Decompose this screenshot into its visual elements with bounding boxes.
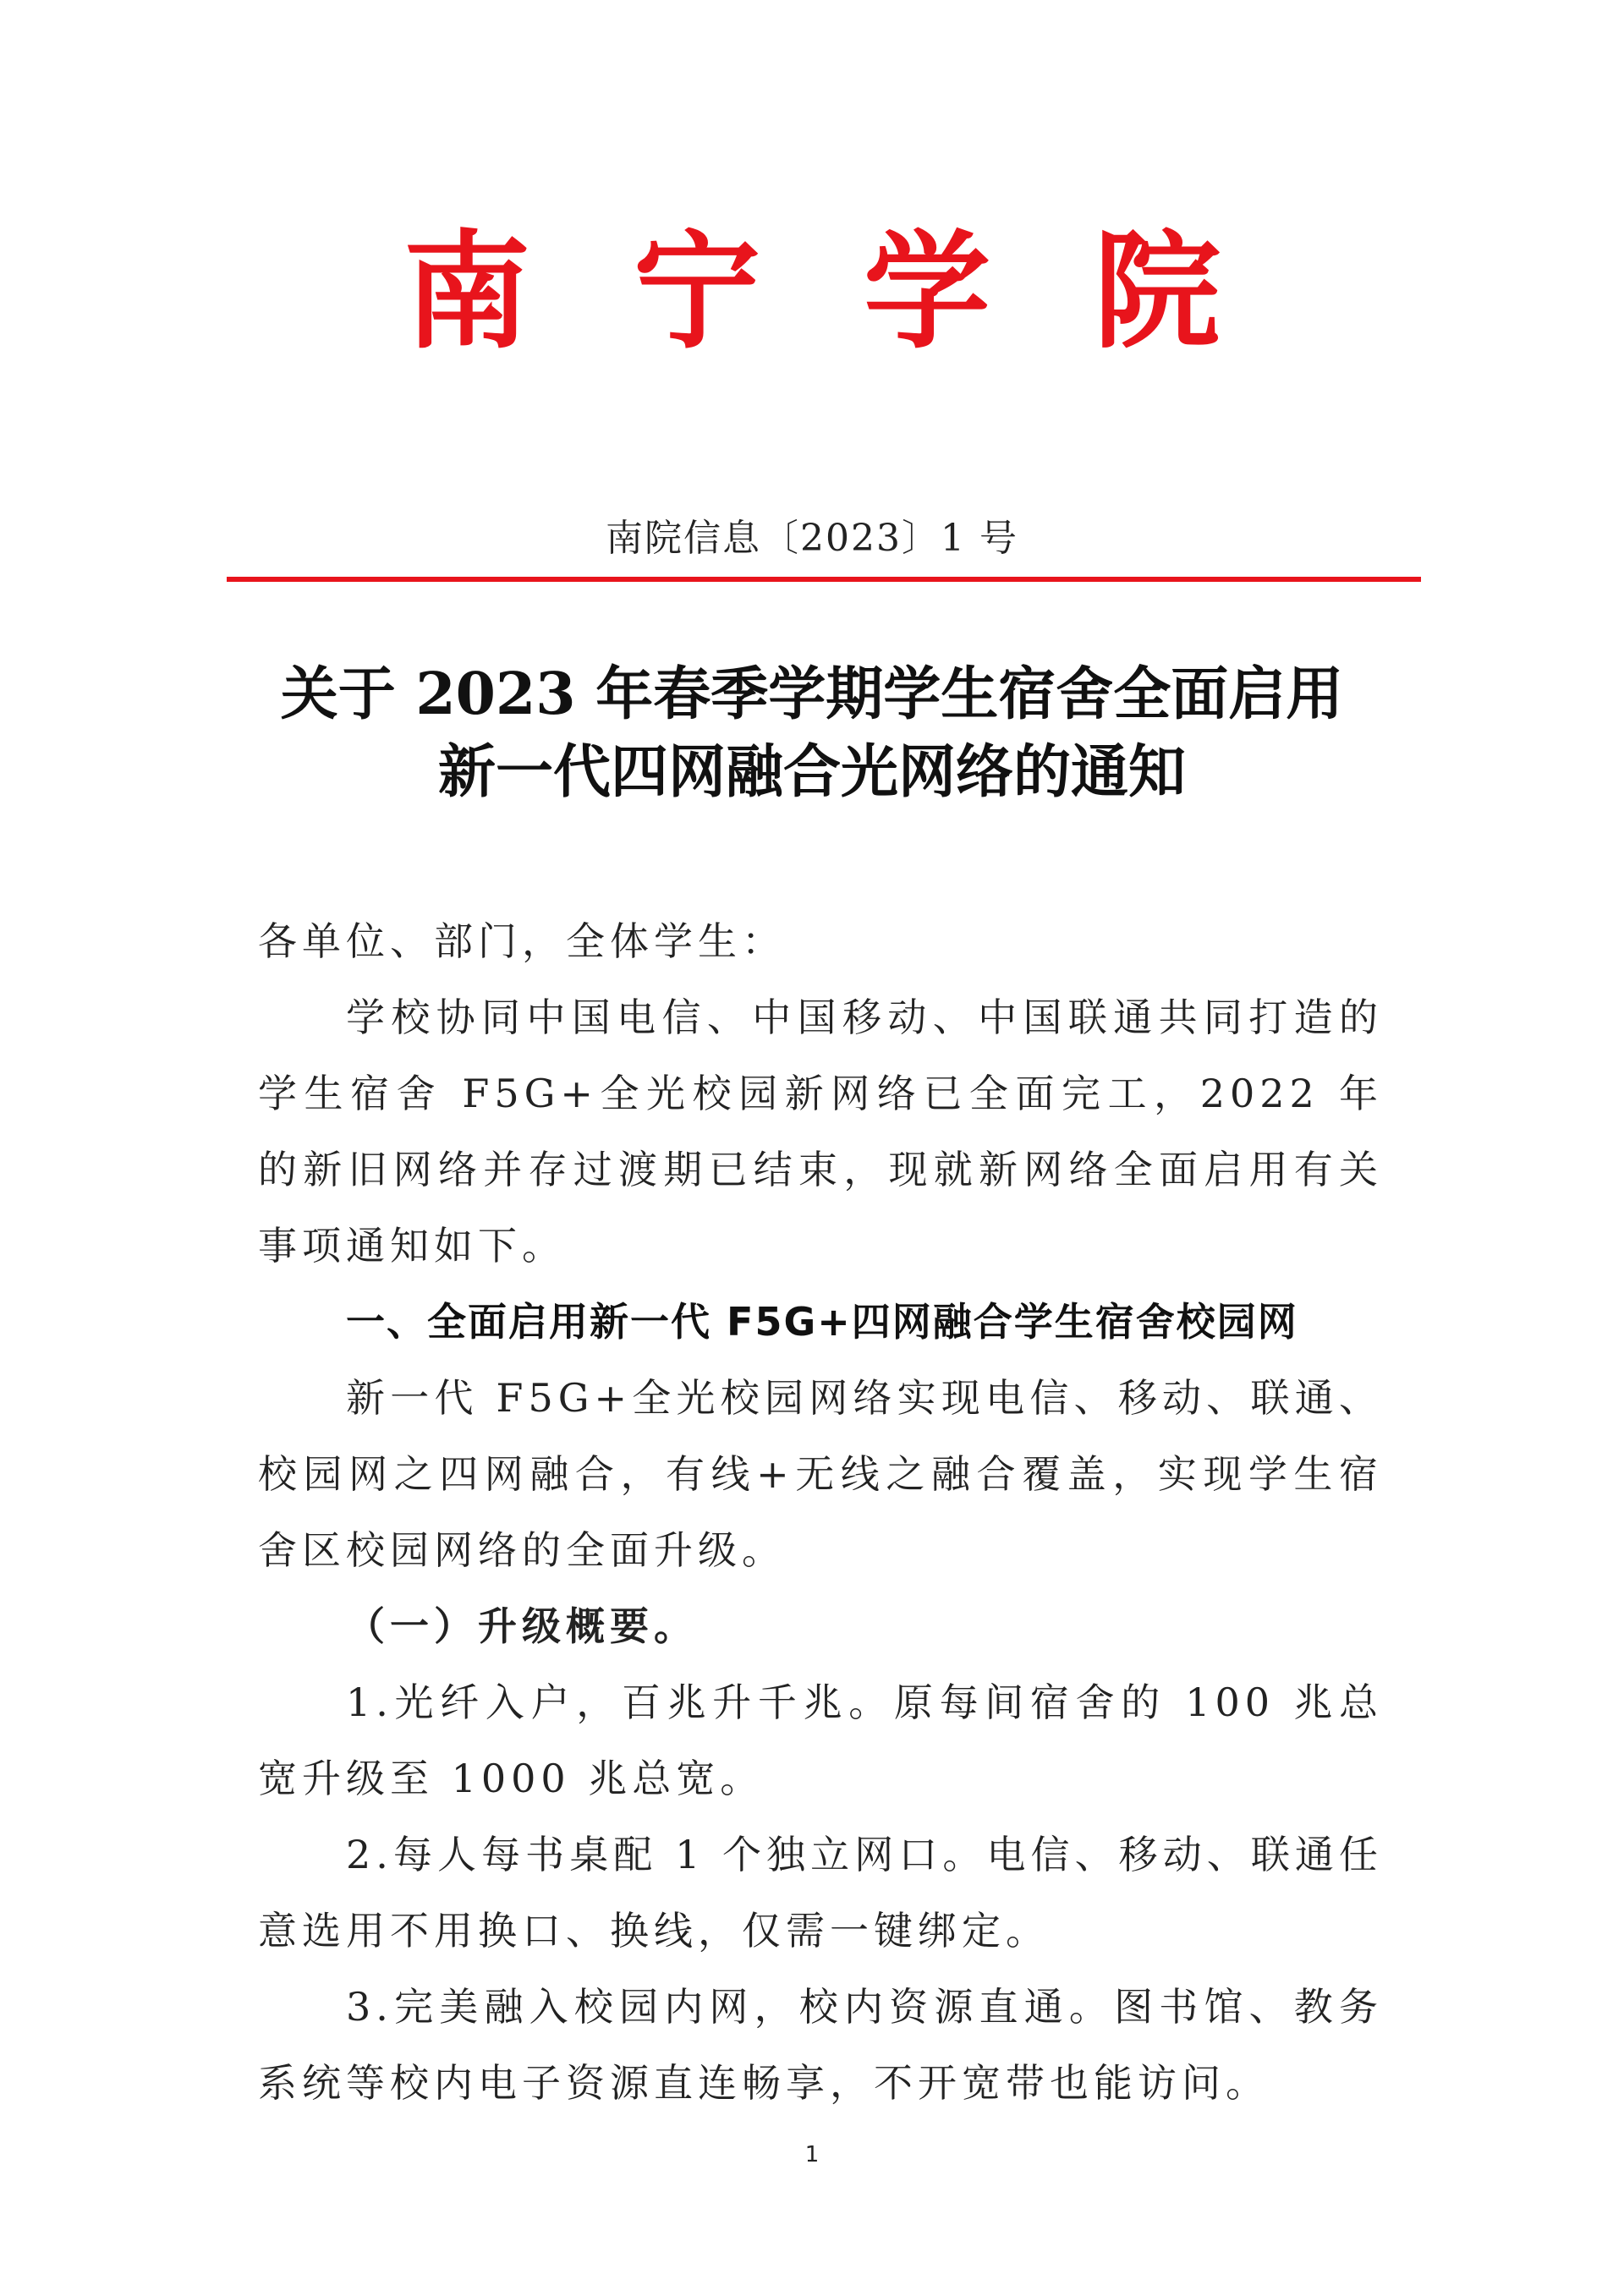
masthead-char: 南 xyxy=(403,217,531,366)
intro-paragraph: 学校协同中国电信、中国移动、中国联通共同打造的学生宿舍 F5G+全光校园新网络已全面完工，2022 年的新旧网络并存过渡期已结束，现就新网络全面启用有关事项通知如下。 xyxy=(258,995,1383,1269)
red-divider xyxy=(227,577,1421,582)
list-item: 1.光纤入户，百兆升千兆。原每间宿舍的 100 兆总宽升级至 1000 兆总宽。 xyxy=(258,1680,1383,1801)
list-item: 2.每人每书桌配 1 个独立网口。电信、移动、联通任意选用不用换口、换线，仅需一键绑定。 xyxy=(258,1832,1383,1954)
page-number: 1 xyxy=(804,2142,820,2167)
title-line-1: 关于 2023 年春季学期学生宿舍全面启用 xyxy=(280,660,1344,728)
masthead-char: 宁 xyxy=(634,217,761,366)
section-1-paragraph: 新一代 F5G+全光校园网络实现电信、移动、联通、校园网之四网融合，有线+无线之融合覆盖，实现学生宿舍区校园网络的全面升级。 xyxy=(258,1375,1383,1573)
document-body xyxy=(258,903,1383,2121)
salutation: 各单位、部门，全体学生： xyxy=(258,918,786,964)
list-item: 3.完美融入校园内网，校内资源直通。图书馆、教务系统等校内电子资源直连畅享，不开宽带也能访问。 xyxy=(258,1984,1383,2106)
subsection-heading-1: （一）升级概要。 xyxy=(346,1603,698,1649)
document-title xyxy=(0,655,1624,811)
section-heading-1: 一、全面启用新一代 F5G+四网融合学生宿舍校园网 xyxy=(346,1299,1298,1345)
institution-masthead xyxy=(0,216,1624,368)
masthead-char: 学 xyxy=(864,217,991,366)
title-line-2: 新一代四网融合光网络的通知 xyxy=(437,738,1186,806)
masthead-char: 院 xyxy=(1094,217,1221,366)
document-number: 南院信息〔2023〕1 号 xyxy=(606,517,1018,560)
